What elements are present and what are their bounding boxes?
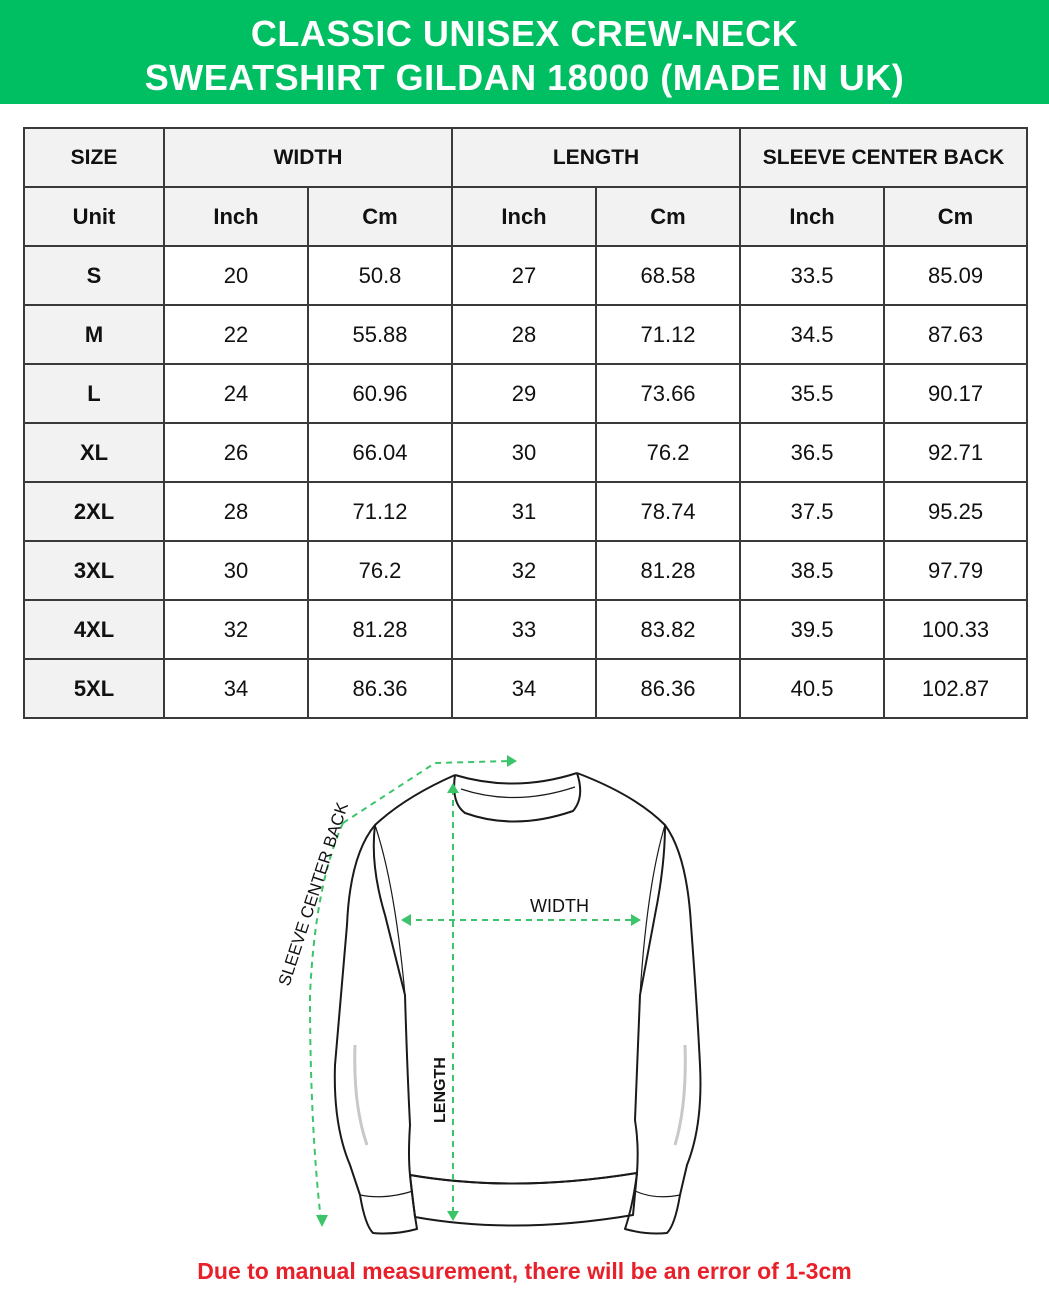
- width-label: WIDTH: [530, 896, 589, 916]
- right-cuff-line: [635, 1191, 680, 1197]
- header-sleeve: SLEEVE CENTER BACK: [740, 128, 1027, 187]
- table-row: [24, 659, 1027, 718]
- value-cell: 86.36: [596, 659, 740, 718]
- value-cell: 26: [164, 423, 308, 482]
- arrowhead-width-left: [401, 914, 411, 926]
- unit-cell: Cm: [884, 187, 1027, 246]
- value-cell: 27: [452, 246, 596, 305]
- sleeve-arrow-top: [343, 761, 511, 823]
- sweatshirt-diagram: [255, 745, 735, 1245]
- title-line-1: CLASSIC UNISEX CREW-NECK: [250, 13, 799, 54]
- value-cell: 83.82: [596, 600, 740, 659]
- value-cell: 97.79: [884, 541, 1027, 600]
- table-row: [24, 364, 1027, 423]
- title-banner: [0, 0, 1049, 104]
- value-cell: 95.25: [884, 482, 1027, 541]
- table-row: [24, 482, 1027, 541]
- value-cell: 35.5: [740, 364, 884, 423]
- value-cell: 73.66: [596, 364, 740, 423]
- value-cell: 37.5: [740, 482, 884, 541]
- value-cell: 30: [164, 541, 308, 600]
- value-cell: 30: [452, 423, 596, 482]
- sleeve-label: SLEEVE CENTER BACK: [274, 799, 353, 989]
- unit-cell: Cm: [308, 187, 452, 246]
- value-cell: 86.36: [308, 659, 452, 718]
- table-row: [24, 246, 1027, 305]
- value-cell: 32: [452, 541, 596, 600]
- unit-cell: Inch: [452, 187, 596, 246]
- unit-row: [24, 187, 1027, 246]
- value-cell: 68.58: [596, 246, 740, 305]
- unit-cell: Unit: [24, 187, 164, 246]
- size-cell: 4XL: [24, 600, 164, 659]
- value-cell: 81.28: [308, 600, 452, 659]
- header-width: WIDTH: [164, 128, 452, 187]
- value-cell: 34: [164, 659, 308, 718]
- value-cell: 22: [164, 305, 308, 364]
- unit-cell: Inch: [740, 187, 884, 246]
- value-cell: 66.04: [308, 423, 452, 482]
- sweatshirt-outline: [335, 773, 701, 1234]
- value-cell: 33.5: [740, 246, 884, 305]
- value-cell: 76.2: [596, 423, 740, 482]
- size-cell: S: [24, 246, 164, 305]
- value-cell: 92.71: [884, 423, 1027, 482]
- value-cell: 71.12: [308, 482, 452, 541]
- value-cell: 29: [452, 364, 596, 423]
- arrow-heads: [316, 755, 641, 1227]
- waistband: [410, 1173, 637, 1226]
- title-line-2: SWEATSHIRT GILDAN 18000 (MADE IN UK): [144, 57, 905, 98]
- arrowhead-length-top: [447, 783, 459, 793]
- arrowhead-sleeve-top: [507, 755, 517, 767]
- value-cell: 76.2: [308, 541, 452, 600]
- arrowhead-sleeve-bottom: [316, 1215, 328, 1227]
- value-cell: 38.5: [740, 541, 884, 600]
- size-cell: XL: [24, 423, 164, 482]
- length-label: LENGTH: [432, 1057, 449, 1123]
- value-cell: 78.74: [596, 482, 740, 541]
- value-cell: 33: [452, 600, 596, 659]
- value-cell: 28: [452, 305, 596, 364]
- right-armhole: [640, 825, 665, 995]
- size-cell: L: [24, 364, 164, 423]
- shade-right: [675, 1045, 685, 1145]
- unit-cell: Cm: [596, 187, 740, 246]
- table-row: [24, 541, 1027, 600]
- left-armhole: [375, 825, 405, 995]
- value-cell: 90.17: [884, 364, 1027, 423]
- value-cell: 85.09: [884, 246, 1027, 305]
- value-cell: 31: [452, 482, 596, 541]
- table-row: [24, 600, 1027, 659]
- value-cell: 36.5: [740, 423, 884, 482]
- value-cell: 20: [164, 246, 308, 305]
- arrowhead-length-bottom: [447, 1211, 459, 1221]
- measurement-arrows: [310, 761, 635, 1221]
- header-length: LENGTH: [452, 128, 740, 187]
- value-cell: 39.5: [740, 600, 884, 659]
- value-cell: 55.88: [308, 305, 452, 364]
- header-size: SIZE: [24, 128, 164, 187]
- value-cell: 32: [164, 600, 308, 659]
- left-sleeve: [335, 825, 417, 1234]
- measurement-note: Due to manual measurement, there will be an error of 1-3cm: [197, 1258, 852, 1284]
- size-chart-table: [23, 127, 1028, 719]
- left-cuff-line: [360, 1191, 413, 1197]
- value-cell: 71.12: [596, 305, 740, 364]
- value-cell: 34.5: [740, 305, 884, 364]
- value-cell: 24: [164, 364, 308, 423]
- value-cell: 100.33: [884, 600, 1027, 659]
- body-outline: [374, 773, 665, 1184]
- value-cell: 28: [164, 482, 308, 541]
- header-row: [24, 128, 1027, 187]
- table-row: [24, 423, 1027, 482]
- value-cell: 50.8: [308, 246, 452, 305]
- value-cell: 60.96: [308, 364, 452, 423]
- value-cell: 81.28: [596, 541, 740, 600]
- value-cell: 102.87: [884, 659, 1027, 718]
- value-cell: 40.5: [740, 659, 884, 718]
- arrowhead-width-right: [631, 914, 641, 926]
- collar-inner: [461, 787, 575, 798]
- table-row: [24, 305, 1027, 364]
- value-cell: 87.63: [884, 305, 1027, 364]
- size-cell: 3XL: [24, 541, 164, 600]
- collar-outer: [455, 773, 577, 784]
- value-cell: 34: [452, 659, 596, 718]
- size-cell: 5XL: [24, 659, 164, 718]
- shade-left: [355, 1045, 367, 1145]
- size-cell: M: [24, 305, 164, 364]
- size-cell: 2XL: [24, 482, 164, 541]
- unit-cell: Inch: [164, 187, 308, 246]
